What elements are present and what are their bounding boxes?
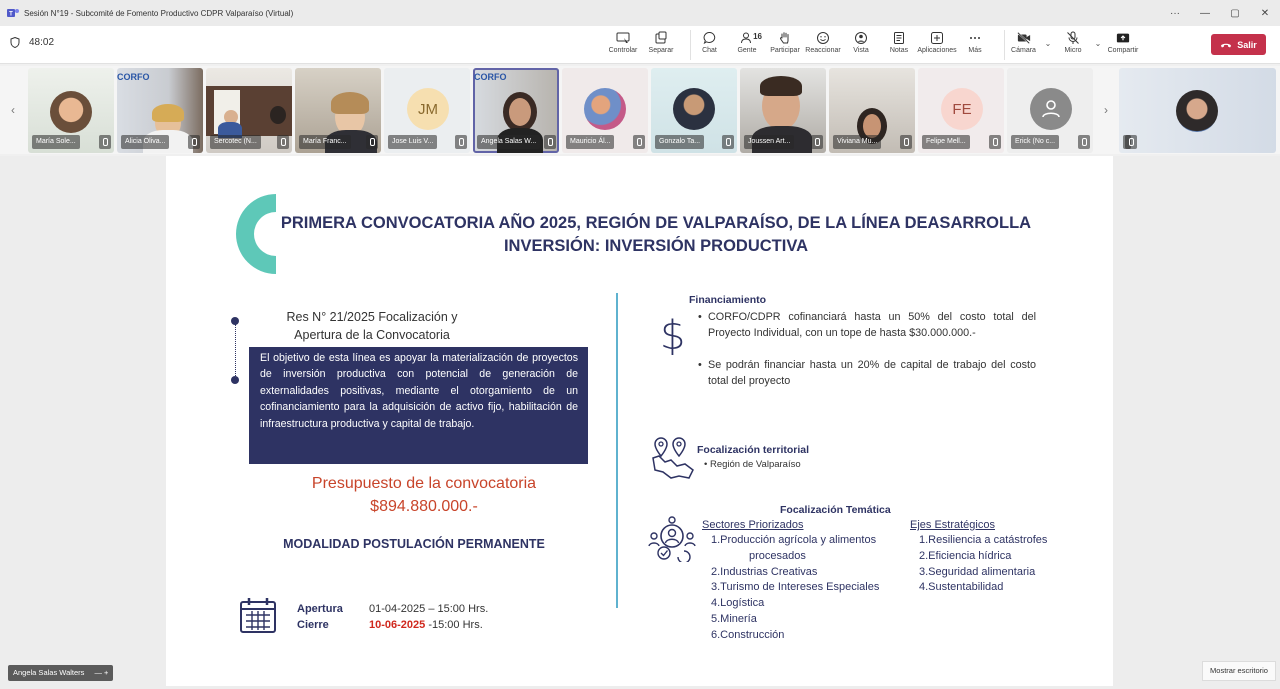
apps-icon <box>930 31 944 45</box>
dates-block <box>297 601 488 633</box>
avatar: FE <box>941 88 983 130</box>
share-button[interactable]: Compartir <box>1104 30 1142 60</box>
mic-icon <box>366 135 378 149</box>
list-item: 5.Minería <box>711 612 757 625</box>
notes-icon <box>892 31 906 45</box>
ejes-title: Ejes Estratégicos <box>910 519 995 531</box>
strip-prev-chevron-icon[interactable]: ‹ <box>11 103 15 117</box>
list-item: 3.Seguridad alimentaria <box>919 565 1036 578</box>
apps-button[interactable]: Aplicaciones <box>918 30 956 60</box>
raise-hand-icon <box>778 31 792 45</box>
leave-button[interactable]: Salir <box>1211 34 1266 55</box>
more-options-button[interactable]: ··· <box>1170 7 1180 19</box>
smile-icon <box>816 31 830 45</box>
meeting-toolbar <box>0 26 1280 64</box>
list-item: 4.Sustentabilidad <box>919 581 1004 594</box>
financiamiento-title: Financiamiento <box>689 294 767 306</box>
financiamiento-list <box>698 309 1036 389</box>
calendar-icon <box>239 597 277 635</box>
mic-icon <box>455 135 467 149</box>
participant-tile[interactable]: Gonzalo Ta... <box>651 68 737 153</box>
territorial-item: • Región de Valparaíso <box>704 459 801 470</box>
participant-tile[interactable]: FE Felipe Mell... <box>918 68 1004 153</box>
objective-box: El objetivo de esta línea es apoyar la materialización de proyectos de inversión productiva con potencial de generación de externalidades positivas, mediante el otorgamiento de un cofinanciamiento para la adquisición de activo fijo, habilitación de infraestructura productiva y capital de trabajo. <box>249 347 588 464</box>
strip-next-chevron-icon[interactable]: › <box>1104 103 1108 117</box>
participant-tile[interactable]: Viviana Mu... <box>829 68 915 153</box>
teams-logo-icon <box>7 7 19 19</box>
react-button[interactable]: Reaccionar <box>804 30 842 60</box>
raise-hand-button[interactable]: Participar <box>766 30 804 60</box>
mic-icon <box>544 135 556 149</box>
meeting-timer: 48:02 <box>10 37 54 48</box>
participant-tile[interactable]: María Sole... <box>28 68 114 153</box>
list-item: 2.Eficiencia hídrica <box>919 549 1012 562</box>
more-button[interactable]: Más <box>956 30 994 60</box>
mic-icon <box>722 135 734 149</box>
control-button[interactable]: Controlar <box>604 30 642 60</box>
sectores-list <box>711 533 879 644</box>
chat-icon <box>703 31 717 45</box>
budget-title: Presupuesto de la convocatoria <box>311 475 537 492</box>
list-item: 4.Logística <box>711 597 765 610</box>
mic-icon <box>277 135 289 149</box>
territorial-title: Focalización territorial <box>697 444 810 456</box>
mic-icon <box>811 135 823 149</box>
list-item: 2.Industrias Creativas <box>711 565 818 578</box>
people-icon <box>740 31 754 45</box>
avatar: JM <box>407 88 449 130</box>
timeline-dot <box>231 376 239 384</box>
participant-tile-active[interactable]: CORFO Angela Salas W... <box>473 68 559 153</box>
map-pins-icon <box>649 436 697 480</box>
shared-slide <box>166 156 1113 686</box>
camera-off-icon <box>1017 31 1031 45</box>
shield-icon <box>10 37 20 48</box>
minimize-button[interactable]: — <box>1200 7 1210 19</box>
cierre-time: -15:00 Hrs. <box>425 619 483 631</box>
team-target-icon <box>648 516 696 562</box>
mic-icon <box>1125 135 1137 149</box>
notes-button[interactable]: Notas <box>880 30 918 60</box>
apertura-label: Apertura <box>297 603 343 615</box>
phone-hangup-icon <box>1220 41 1232 49</box>
corfo-backdrop-text: CORFO <box>117 72 150 82</box>
divider-line <box>616 293 618 608</box>
tematica-title: Focalización Temática <box>780 504 891 516</box>
list-item: 1.Resiliencia a catástrofes <box>919 534 1048 546</box>
mic-icon <box>99 135 111 149</box>
view-button[interactable]: Vista <box>842 30 880 60</box>
presenter-tag[interactable] <box>8 665 113 681</box>
svg-text:T: T <box>9 11 13 18</box>
people-count-badge: 16 <box>753 32 762 41</box>
ejes-list <box>919 533 1047 596</box>
camera-options-chevron-icon[interactable]: ⌄ <box>1044 39 1052 48</box>
maximize-button[interactable]: ▢ <box>1230 7 1240 19</box>
presenter-name: Angela Salas Walters <box>13 668 85 677</box>
person-avatar-icon <box>1030 88 1072 130</box>
budget-value: $894.880.000.- <box>370 498 478 515</box>
list-item: 1.Producción agrícola y alimentos <box>711 534 877 546</box>
chat-button[interactable]: Chat <box>690 30 728 60</box>
view-icon <box>854 31 868 45</box>
presenter-controls[interactable]: — + <box>94 668 109 677</box>
apertura-value: 01-04-2025 – 15:00 Hrs. <box>369 603 489 615</box>
slide-title: PRIMERA CONVOCATORIA AÑO 2025, REGIÓN DE VALPARAÍSO, DE LA LÍNEA DEASARROLLA INVERSIÓN: INVERSIÓN PRODUCTIVA <box>280 214 1032 255</box>
resolution-title: Res N° 21/2025 Focalización y Apertura de la Convocatoria <box>286 310 458 342</box>
list-item: • CORFO/CDPR cofinanciará hasta un 50% del costo total del Proyecto Individual, con un tope de hasta $30.000.000.- <box>698 309 1036 341</box>
more-icon <box>968 31 982 45</box>
share-icon <box>1116 31 1130 45</box>
participant-tile[interactable]: Mauricio Ál... <box>562 68 648 153</box>
timeline-line <box>235 324 236 380</box>
window-title: Sesión N°19 - Subcomité de Fomento Productivo CDPR Valparaíso (Virtual) <box>24 8 294 18</box>
modalidad-text: MODALIDAD POSTULACIÓN PERMANENTE <box>283 537 545 551</box>
cierre-label: Cierre <box>297 619 329 631</box>
self-view-tile[interactable] <box>1119 68 1276 153</box>
participant-tile[interactable]: Erick (No c... <box>1007 68 1093 153</box>
list-item: • Se podrán financiar hasta un 20% de capital de trabajo del costo total del proyecto <box>698 357 1036 389</box>
participant-strip <box>0 66 1280 154</box>
popout-icon <box>654 31 668 45</box>
mic-options-chevron-icon[interactable]: ⌄ <box>1094 39 1102 48</box>
mic-icon <box>989 135 1001 149</box>
dollar-icon: $ <box>660 313 686 359</box>
control-icon <box>616 31 630 45</box>
title-bar <box>0 0 1280 26</box>
list-item: 6.Construcción <box>711 628 785 641</box>
cierre-date: 10-06-2025 <box>369 619 426 631</box>
participant-tile[interactable]: Sercotec (N... <box>206 68 292 153</box>
participant-tile[interactable]: CORFO Alicia Oliva... <box>117 68 203 153</box>
people-button[interactable]: 16 Gente <box>737 32 762 54</box>
corfo-backdrop-text: CORFO <box>474 72 507 82</box>
participant-tile[interactable]: JM Jose Luis V... <box>384 68 470 153</box>
mic-button[interactable]: Micro <box>1054 30 1092 60</box>
participant-tile[interactable]: María Franc... <box>295 68 381 153</box>
participant-tile[interactable]: Joussen Art... <box>740 68 826 153</box>
mic-icon <box>633 135 645 149</box>
mic-icon <box>188 135 200 149</box>
close-button[interactable]: ✕ <box>1260 7 1270 19</box>
list-item: procesados <box>749 549 806 562</box>
mic-off-icon <box>1066 31 1080 45</box>
show-desktop-button[interactable]: Mostrar escritorio <box>1202 661 1276 681</box>
camera-button[interactable]: Cámara <box>1004 30 1042 60</box>
popout-button[interactable]: Separar <box>642 30 680 60</box>
mic-icon <box>900 135 912 149</box>
list-item: 3.Turismo de Intereses Especiales <box>711 581 880 594</box>
mic-icon <box>1078 135 1090 149</box>
sectores-title: Sectores Priorizados <box>702 519 804 531</box>
